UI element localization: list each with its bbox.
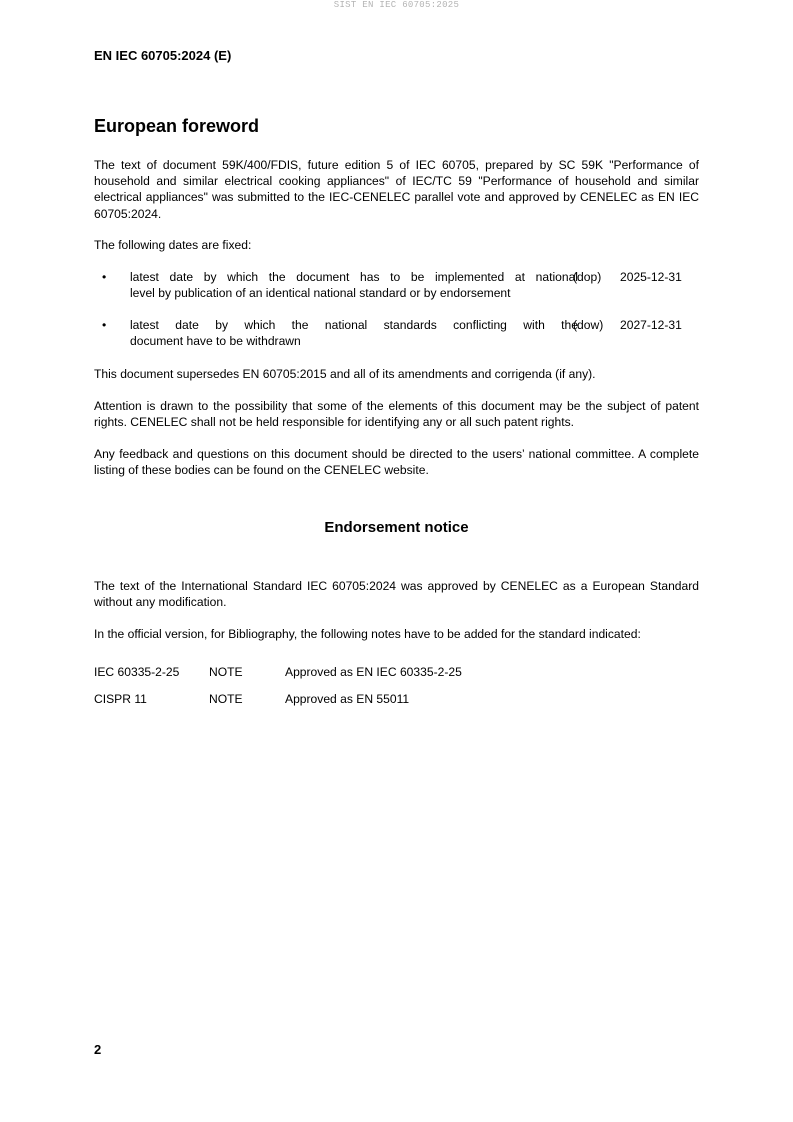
list-item xyxy=(94,269,699,317)
note-label: NOTE xyxy=(209,692,243,706)
foreword-paragraph-4: Attention is drawn to the possibility that some of the elements of this document may be the subject of patent rights. CENELEC shall not be held responsible for identifying any or all such patent rights. xyxy=(94,399,699,430)
foreword-paragraph-1: The text of document 59K/400/FDIS, future edition 5 of IEC 60705, prepared by SC 59K "Performance of household and similar electrical cooking appliances" of IEC/TC 59 "Performance of household and similar electrical appliances" was submitted to the IEC-CENELEC parallel vote and approved by CENELEC as EN IEC 60705:2024. xyxy=(94,158,699,221)
endorsement-paragraph-1: The text of the International Standard IEC 60705:2024 was approved by CENELEC as a European Standard without any modification. xyxy=(94,579,699,610)
list-item-line-1: latest date by which the document has to be implemented at national xyxy=(130,270,578,284)
list-item-line-1: latest date by which the national standards conflicting with the xyxy=(130,318,578,332)
foreword-paragraph-3: This document supersedes EN 60705:2015 and all of its amendments and corrigenda (if any). xyxy=(94,367,596,381)
watermark: SIST EN IEC 60705:2025 xyxy=(333,0,460,10)
dates-list xyxy=(94,269,699,365)
note-text: Approved as EN 55011 xyxy=(285,692,410,706)
note-text: Approved as EN IEC 60335-2-25 xyxy=(285,665,462,679)
running-head: EN IEC 60705:2024 (E) xyxy=(94,48,232,63)
bibliography-notes xyxy=(94,664,699,718)
table-row xyxy=(94,691,699,718)
list-item-text xyxy=(130,269,578,301)
table-row xyxy=(94,664,699,691)
endorsement-paragraph-2: In the official version, for Bibliography, the following notes have to be added for the standard indicated: xyxy=(94,627,641,641)
list-item-text xyxy=(130,317,578,349)
endorsement-title: Endorsement notice xyxy=(324,519,469,536)
date-value: 2027-12-31 xyxy=(620,318,682,332)
note-label: NOTE xyxy=(209,665,243,679)
foreword-paragraph-5: Any feedback and questions on this document should be directed to the users’ national committee. A complete listing of these bodies can be found on the CENELEC website. xyxy=(94,447,699,478)
date-code: (dop) xyxy=(573,270,602,284)
list-item-line-2: document have to be withdrawn xyxy=(130,334,301,349)
date-value: 2025-12-31 xyxy=(620,270,682,284)
foreword-title: European foreword xyxy=(94,116,260,136)
list-item xyxy=(94,317,699,365)
note-reference: IEC 60335-2-25 xyxy=(94,665,180,679)
list-item-line-2: level by publication of an identical national standard or by endorsement xyxy=(130,286,511,301)
bullet-icon: • xyxy=(102,318,107,332)
date-code: (dow) xyxy=(573,318,604,332)
page-number: 2 xyxy=(94,1042,102,1057)
bullet-icon: • xyxy=(102,270,107,284)
foreword-paragraph-2: The following dates are fixed: xyxy=(94,238,252,252)
note-reference: CISPR 11 xyxy=(94,692,147,706)
